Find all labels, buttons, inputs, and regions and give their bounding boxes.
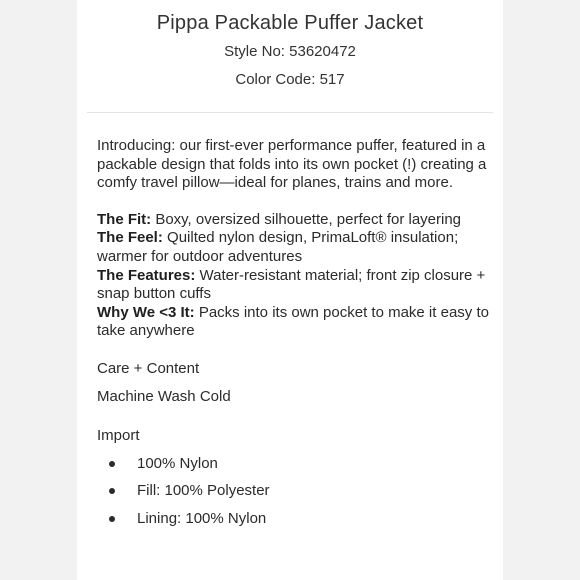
material-text: 100% Nylon [137, 454, 218, 472]
intro-paragraph: Introducing: our first-ever performance puffer, featured in a packable design that folds into its own pocket (!) creating a comfy travel pillow—ideal for planes, trains and more. [97, 137, 487, 192]
feature-features [97, 267, 493, 304]
material-text: Lining: 100% Nylon [137, 509, 267, 527]
feature-label: The Fit: [97, 210, 152, 228]
material-text: Fill: 100% Polyester [137, 482, 270, 500]
list-item [97, 509, 493, 529]
bullet-icon [109, 516, 115, 522]
feature-text: Quilted nylon design, PrimaLoft® insulation; warmer for outdoor adventures [97, 229, 459, 265]
care-instructions: Machine Wash Cold [97, 387, 231, 405]
color-code: Color Code: 517 [235, 71, 345, 88]
list-item [97, 454, 493, 474]
materials-list [97, 454, 493, 529]
feature-list [97, 211, 493, 341]
bullet-icon [109, 488, 115, 494]
style-number: Style No: 53620472 [224, 43, 356, 60]
care-content-label: Care + Content [97, 359, 200, 377]
feature-feel [97, 229, 493, 266]
list-item [97, 481, 493, 501]
feature-text: Packs into its own pocket to make it easy to take anywhere [97, 303, 489, 340]
product-detail-page [77, 0, 503, 580]
feature-text: Boxy, oversized silhouette, perfect for layering [151, 210, 462, 228]
product-title: Pippa Packable Puffer Jacket [156, 12, 424, 34]
product-description [77, 113, 503, 529]
bullet-icon [109, 461, 115, 467]
feature-label: The Feel: [97, 229, 163, 247]
feature-label: Why We <3 It: [97, 303, 195, 321]
feature-text: Water-resistant material; front zip closure + snap button cuffs [97, 266, 486, 303]
feature-fit [97, 211, 493, 230]
import-label: Import [97, 426, 140, 444]
product-header [77, 0, 503, 94]
feature-why-we-love-it [97, 304, 493, 341]
feature-label: The Features: [97, 266, 196, 284]
